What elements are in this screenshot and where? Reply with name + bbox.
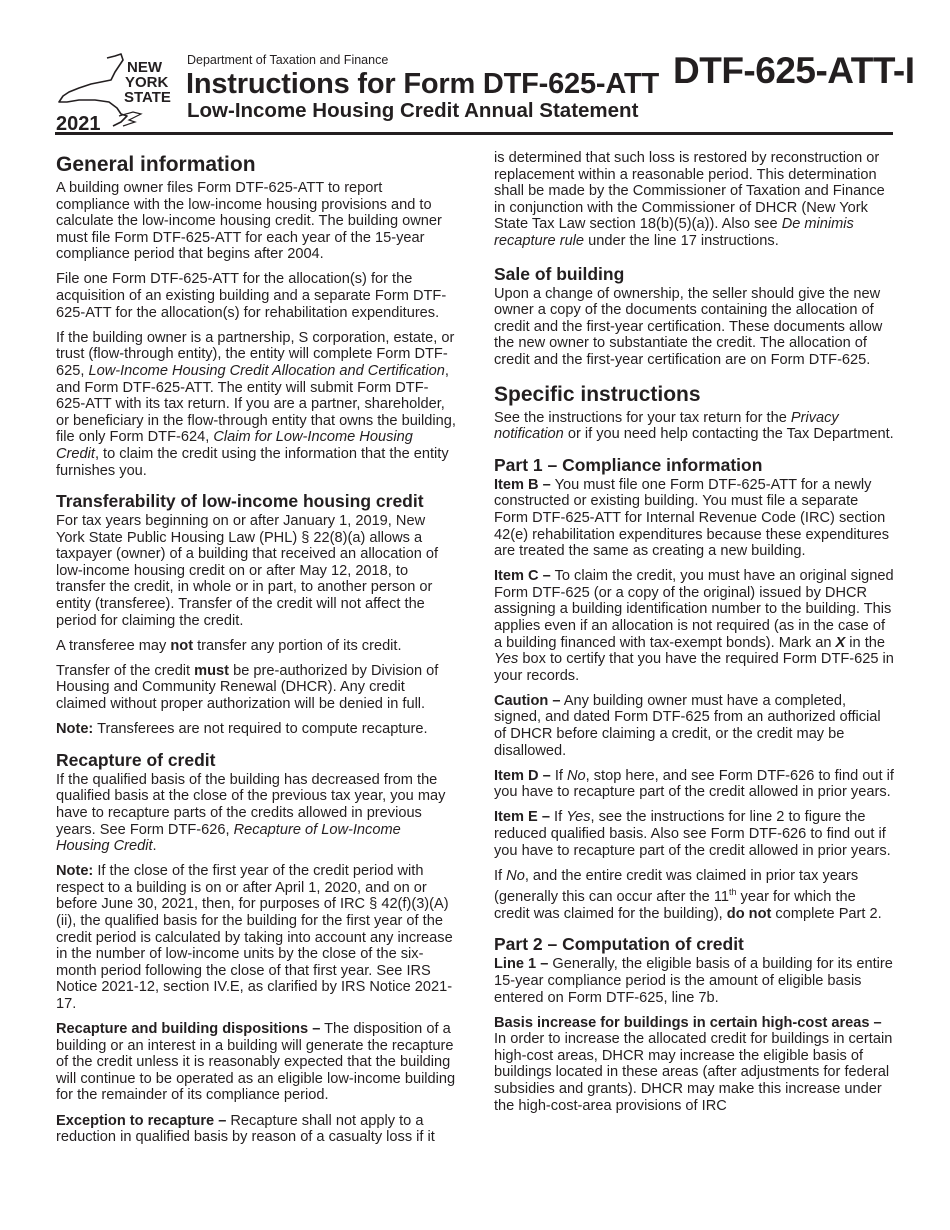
item-c: Item C – To claim the credit, you must have an original signed Form DTF-625 (or a copy of the original) issued by DHCR assigning a building identification number to the building. This applies even if an allocation is not required (as in the case of a building financed with tax-exempt bonds). Mark an X in the Yes box to certify that you have the required Form DTF-625 in your records. — [494, 568, 894, 684]
svg-text:YORK: YORK — [125, 74, 169, 91]
right-column — [494, 150, 894, 1123]
recapture-heading: Recapture of credit — [56, 749, 216, 770]
recapture-paragraph-1: If the qualified basis of the building has decreased from the qualified basis at the close of the previous tax year, you may have to recapture parts of the credits allowed in previous years. See Form DTF-626, Recapture of Low-Income Housing Credit. — [56, 771, 446, 855]
recapture-note: Note: If the close of the first year of the credit period with respect to a building is on or after April 1, 2020, and on or before June 30, 2021, then, for purposes of IRC § 42(f)(3)(A)(ii), the qualified basis for the building for the first year of the credit period is calculated by taking into account any increase in the number of low-income units by the close of the six-month period following the close of that first year. See IRS Notice 2021-12, section IV.E, as clarified by IRS Notice 2021-17. — [56, 863, 453, 1012]
sale-heading: Sale of building — [494, 263, 625, 284]
part1-heading: Part 1 – Compliance information — [494, 454, 763, 475]
exception-paragraph: Exception to recapture – Recapture shall not apply to a reduction in qualified basis by reason of a casualty loss if it — [56, 1112, 435, 1146]
svg-text:STATE: STATE — [124, 89, 171, 106]
page-title: Instructions for Form DTF-625-ATT — [186, 68, 659, 100]
transfer-paragraph-2: A transferee may not transfer any portion of its credit. — [56, 637, 402, 654]
page-header — [0, 0, 950, 140]
header-rule — [55, 132, 893, 135]
sale-paragraph: Upon a change of ownership, the seller should give the new owner a copy of the documents containing the allocation of credit and the first-year certification. These documents allow the new owner to substantiate the credit. The allocation of credit and the first-year certification are on Form DTF-625. — [494, 285, 883, 368]
nys-logo — [55, 52, 180, 132]
if-no-paragraph: If No, and the entire credit was claimed in prior tax years (generally this can occur after the 11th year for which the credit was claimed for the building), do not complete Part 2. — [494, 867, 882, 922]
form-number: DTF-625-ATT-I — [673, 50, 915, 91]
transfer-paragraph-3: Transfer of the credit must be pre-authorized by Division of Housing and Community Renewal (DHCR). Any credit claimed without proper authorization will be denied in full. — [56, 662, 439, 713]
general-info-heading: General information — [56, 153, 256, 176]
caution-paragraph: Caution – Any building owner must have a completed, signed, and dated Form DTF-625 from an authorized official of DHCR before claiming a credit, or the credit may be disallowed. — [494, 692, 881, 759]
svg-text:NEW: NEW — [127, 59, 162, 76]
general-paragraph-2: File one Form DTF-625-ATT for the allocation(s) for the acquisition of an existing building and a separate Form DTF-625-ATT for the allocation(s) for rehabilitation expenditures. — [56, 271, 447, 321]
page-subtitle: Low-Income Housing Credit Annual Statement — [187, 99, 639, 122]
basis-increase-paragraph: Basis increase for buildings in certain high-cost areas – In order to increase the allocated credit for buildings in certain high-cost areas, DHCR may increase the eligible basis of buildings located in these areas (after adjustments for federal subsidies and grants). DHCR may make this increase under the high-cost-area provisions of IRC — [494, 1014, 893, 1114]
line-1: Line 1 – Generally, the eligible basis of a building for its entire 15-year compliance period is the amount of eligible basis entered on Form DTF-625, line 7b. — [494, 956, 893, 1006]
transferability-heading: Transferability of low-income housing credit — [56, 491, 424, 512]
item-e: Item E – If Yes, see the instructions for line 2 to figure the reduced qualified basis. Also see Form DTF-626 to find out if you have to recapture part of the credit allowed in prior years. — [494, 809, 891, 859]
specific-paragraph: See the instructions for your tax return for the Privacy notification or if you need help contacting the Tax Department. — [494, 409, 894, 443]
transfer-note: Note: Transferees are not required to compute recapture. — [56, 721, 428, 738]
left-column — [56, 148, 456, 1154]
specific-instructions-heading: Specific instructions — [494, 382, 701, 406]
transfer-paragraph-1: For tax years beginning on or after January 1, 2019, New York State Public Housing Law (PHL) § 22(8)(a) allows a taxpayer (owner) of a building that received an allocation of low-income housing credit on or after May 12, 2018, to transfer the credit, in whole or in part, to another person or entity (transferee). Transfer of the credit will not affect the period for claiming the credit. — [56, 513, 439, 629]
continued-paragraph: is determined that such loss is restored by reconstruction or replacement within a reasonable period. This determination shall be made by the Commissioner of Taxation and Finance in conjunction with the Commissioner of DHCR (New York State Tax Law section 18(b)(5)(a)). Also see De minimis recapture rule under the line 17 instructions. — [494, 150, 885, 249]
item-b: Item B – You must file one Form DTF-625-ATT for a newly constructed or existing building. You must file a separate Form DTF-625-ATT for Internal Revenue Code (IRC) section 42(e) rehabilitation expenditures because these expenditures are treated the same as creating a new building. — [494, 476, 890, 560]
logo-year: 2021 — [56, 113, 101, 132]
part2-heading: Part 2 – Computation of credit — [494, 934, 744, 955]
general-paragraph-3: If the building owner is a partnership, S corporation, estate, or trust (flow-through entity), the entity will complete Form DTF-625, Low-Income Housing Credit Allocation and Certification, and Form DTF-625-ATT. The entity will submit Form DTF-625-ATT with its tax return. If you are a partner, shareholder, or beneficiary in the flow-through entity that owns the building, file only Form DTF-624, Claim for Low-Income Housing Credit, to claim the credit using the information that the entity furnishes you. — [56, 329, 456, 479]
department-name: Department of Taxation and Finance — [187, 53, 389, 67]
dispositions-paragraph: Recapture and building dispositions – The disposition of a building or an interest in a building will generate the recapture of the credit unless it is reasonably expected that the building will continue to be operated as an eligible low-income building for the remainder of its compliance period. — [56, 1021, 456, 1104]
item-d: Item D – If No, stop here, and see Form DTF-626 to find out if you have to recapture part of the credit allowed in prior years. — [494, 767, 894, 801]
general-paragraph-1: A building owner files Form DTF-625-ATT to report compliance with the low-income housing provisions and to calculate the low-income housing credit. The building owner must file Form DTF-625-ATT for each year of the 15-year compliance period that begins after 2004. — [56, 180, 442, 263]
